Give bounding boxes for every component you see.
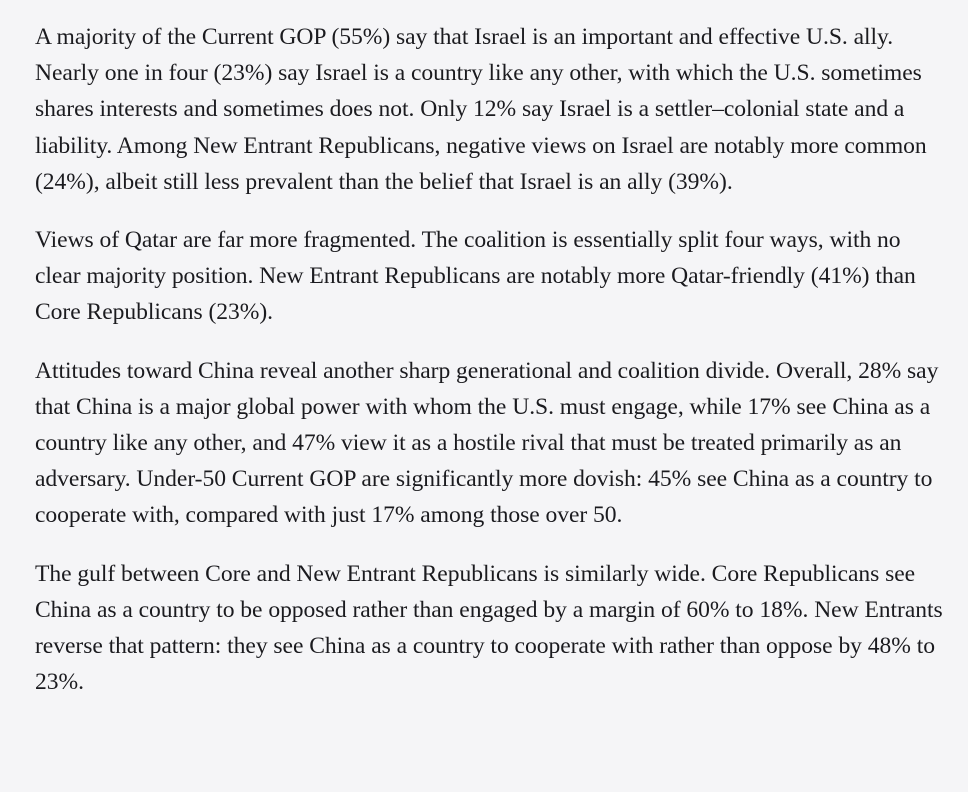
paragraph-qatar: Views of Qatar are far more fragmented. The coalition is essentially split four ways, with no clear majority position. New Entrant Republicans are notably more Qatar-friendly (41%) than Core Republicans (23%). — [35, 227, 916, 326]
paragraph-israel: A majority of the Current GOP (55%) say that Israel is an important and effective U.S. ally. Nearly one in four (23%) say Israel is a country like any other, with which the U.S. sometimes shares interests and sometimes does not. Only 12% say Israel is a settler–colonial state and a liability. Among New Entrant Republicans, negative views on Israel are notably more common (24%), albeit still less prevalent than the belief that Israel is an ally (39%). — [35, 24, 927, 195]
paragraph-china-overall: Attitudes toward China reveal another sharp generational and coalition divide. Overall, 28% say that China is a major global power with whom the U.S. must engage, while 17% see China as a country like any other, and 47% view it as a hostile rival that must be treated primarily as an adversary. Under-50 Current GOP are significantly more dovish: 45% see China as a country to cooperate with, compared with just 17% among those over 50. — [35, 357, 939, 529]
paragraph-china-coalition: The gulf between Core and New Entrant Republicans is similarly wide. Core Republicans see China as a country to be opposed rather than engaged by a margin of 60% to 18%. New Entrants reverse that pattern: they see China as a country to cooperate with rather than oppose by 48% to 23%. — [35, 560, 943, 696]
